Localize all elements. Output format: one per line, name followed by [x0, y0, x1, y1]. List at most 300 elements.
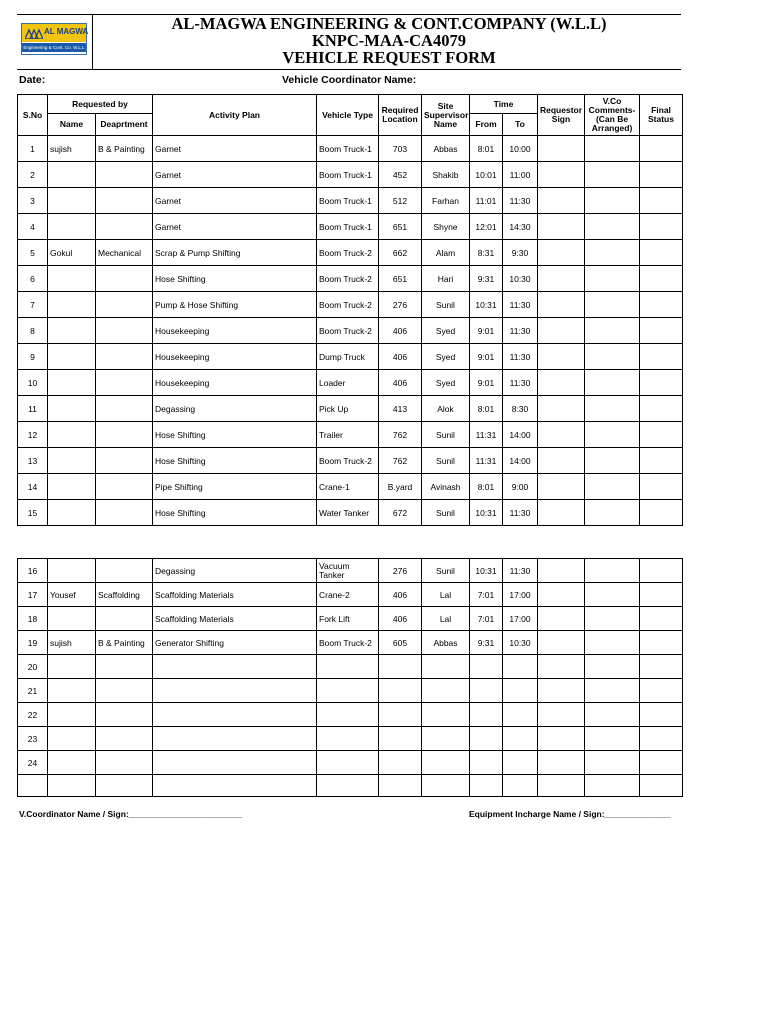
cell-name: [48, 559, 96, 583]
cell-name: [48, 727, 96, 751]
cell-location: 406: [379, 583, 422, 607]
cell-vco-comments: [585, 292, 640, 318]
cell-department: [96, 396, 153, 422]
cell-supervisor: [422, 703, 470, 727]
col-sign: Requestor Sign: [538, 95, 585, 136]
cell-supervisor: Syed: [422, 344, 470, 370]
cell-from: 7:01: [470, 607, 503, 631]
cell-name: [48, 500, 96, 526]
cell-name: [48, 214, 96, 240]
cell-name: sujish: [48, 631, 96, 655]
cell-vehicle: Dump Truck: [317, 344, 379, 370]
cell-name: [48, 703, 96, 727]
cell-requestor-sign: [538, 679, 585, 703]
cell-requestor-sign: [538, 214, 585, 240]
cell-activity: Housekeeping: [153, 370, 317, 396]
col-activity: Activity Plan: [153, 95, 317, 136]
cell-name: [48, 266, 96, 292]
cell-activity: Pipe Shifting: [153, 474, 317, 500]
cell-requestor-sign: [538, 751, 585, 775]
cell-final-status: [640, 631, 683, 655]
col-vehicle: Vehicle Type: [317, 95, 379, 136]
table-row: [18, 703, 683, 727]
cell-supervisor: Sunil: [422, 422, 470, 448]
cell-vehicle: Trailer: [317, 422, 379, 448]
cell-supervisor: Syed: [422, 370, 470, 396]
cell-vco-comments: [585, 655, 640, 679]
cell-to: 11:30: [503, 292, 538, 318]
cell-requestor-sign: [538, 775, 585, 797]
cell-location: 672: [379, 500, 422, 526]
cell-name: [48, 318, 96, 344]
cell-final-status: [640, 727, 683, 751]
cell-from: 11:31: [470, 422, 503, 448]
cell-final-status: [640, 188, 683, 214]
cell-location: 406: [379, 318, 422, 344]
cell-activity: Scaffolding Materials: [153, 583, 317, 607]
col-to: To: [503, 114, 538, 136]
cell-to: [503, 679, 538, 703]
table-row: [18, 500, 683, 526]
cell-requestor-sign: [538, 474, 585, 500]
cell-sno: 21: [18, 679, 48, 703]
cell-sno: 12: [18, 422, 48, 448]
cell-supervisor: Abbas: [422, 136, 470, 162]
cell-name: [48, 344, 96, 370]
cell-location: 662: [379, 240, 422, 266]
cell-activity: [153, 679, 317, 703]
cell-supervisor: Shakib: [422, 162, 470, 188]
cell-department: Scaffolding: [96, 583, 153, 607]
cell-location: 406: [379, 607, 422, 631]
cell-department: [96, 703, 153, 727]
cell-from: 10:01: [470, 162, 503, 188]
cell-requestor-sign: [538, 188, 585, 214]
cell-vehicle: [317, 727, 379, 751]
cell-requestor-sign: [538, 727, 585, 751]
cell-location: [379, 703, 422, 727]
cell-vco-comments: [585, 240, 640, 266]
cell-name: [48, 370, 96, 396]
cell-final-status: [640, 775, 683, 797]
cell-from: 11:31: [470, 448, 503, 474]
cell-activity: Garnet: [153, 136, 317, 162]
cell-from: 8:31: [470, 240, 503, 266]
cell-to: 17:00: [503, 607, 538, 631]
cell-department: [96, 655, 153, 679]
cell-from: 10:31: [470, 559, 503, 583]
cell-sno: 9: [18, 344, 48, 370]
cell-location: 406: [379, 370, 422, 396]
cell-location: [379, 655, 422, 679]
cell-vco-comments: [585, 559, 640, 583]
cell-vehicle: Loader: [317, 370, 379, 396]
cell-activity: Hose Shifting: [153, 448, 317, 474]
cell-vco-comments: [585, 370, 640, 396]
cell-from: 11:01: [470, 188, 503, 214]
cell-department: [96, 500, 153, 526]
cell-vehicle: Water Tanker: [317, 500, 379, 526]
cell-vco-comments: [585, 266, 640, 292]
form-title: VEHICLE REQUEST FORM: [282, 48, 496, 67]
cell-name: [48, 292, 96, 318]
cell-name: [48, 474, 96, 500]
cell-vehicle: Boom Truck-2: [317, 266, 379, 292]
cell-from: [470, 775, 503, 797]
cell-activity: Scrap & Pump Shifting: [153, 240, 317, 266]
cell-sno: 24: [18, 751, 48, 775]
cell-supervisor: [422, 655, 470, 679]
cell-name: [48, 607, 96, 631]
table-row: [18, 775, 683, 797]
cell-sno: 10: [18, 370, 48, 396]
cell-from: 8:01: [470, 474, 503, 500]
cell-to: 10:00: [503, 136, 538, 162]
cell-activity: [153, 775, 317, 797]
cell-supervisor: Abbas: [422, 631, 470, 655]
cell-requestor-sign: [538, 136, 585, 162]
table-row: [18, 679, 683, 703]
cell-location: 703: [379, 136, 422, 162]
cell-supervisor: [422, 679, 470, 703]
table-row: [18, 266, 683, 292]
cell-activity: Degassing: [153, 396, 317, 422]
cell-from: 9:01: [470, 344, 503, 370]
cell-final-status: [640, 396, 683, 422]
cell-sno: 23: [18, 727, 48, 751]
cell-department: [96, 679, 153, 703]
cell-from: 9:01: [470, 318, 503, 344]
cell-supervisor: Avinash: [422, 474, 470, 500]
table-row: [18, 422, 683, 448]
cell-activity: Degassing: [153, 559, 317, 583]
cell-name: [48, 655, 96, 679]
cell-supervisor: Lal: [422, 583, 470, 607]
table-row: [18, 162, 683, 188]
table-row: [18, 655, 683, 679]
cell-from: [470, 655, 503, 679]
cell-supervisor: [422, 775, 470, 797]
cell-vco-comments: [585, 448, 640, 474]
cell-location: 762: [379, 422, 422, 448]
table-row: [18, 344, 683, 370]
cell-supervisor: Lal: [422, 607, 470, 631]
cell-sno: 16: [18, 559, 48, 583]
cell-supervisor: Alam: [422, 240, 470, 266]
cell-department: [96, 162, 153, 188]
cell-activity: Hose Shifting: [153, 422, 317, 448]
cell-vehicle: Crane-2: [317, 583, 379, 607]
cell-vehicle: [317, 655, 379, 679]
col-from: From: [470, 114, 503, 136]
cell-to: [503, 655, 538, 679]
cell-to: 11:30: [503, 500, 538, 526]
cell-department: [96, 607, 153, 631]
cell-from: [470, 751, 503, 775]
cell-name: [48, 448, 96, 474]
cell-location: 512: [379, 188, 422, 214]
cell-sno: 7: [18, 292, 48, 318]
cell-to: [503, 751, 538, 775]
cell-sno: 18: [18, 607, 48, 631]
cell-location: B.yard: [379, 474, 422, 500]
cell-to: 14:00: [503, 422, 538, 448]
table-row: [18, 188, 683, 214]
cell-final-status: [640, 679, 683, 703]
cell-activity: [153, 751, 317, 775]
cell-final-status: [640, 655, 683, 679]
cell-sno: 19: [18, 631, 48, 655]
cell-requestor-sign: [538, 344, 585, 370]
cell-location: 406: [379, 344, 422, 370]
company-name: AL-MAGWA ENGINEERING & CONT.COMPANY (W.L.L): [171, 14, 607, 33]
cell-to: 11:00: [503, 162, 538, 188]
cell-location: 452: [379, 162, 422, 188]
cell-sno: 8: [18, 318, 48, 344]
cell-requestor-sign: [538, 655, 585, 679]
cell-sno: 14: [18, 474, 48, 500]
cell-activity: Housekeeping: [153, 344, 317, 370]
cell-activity: Hose Shifting: [153, 266, 317, 292]
cell-supervisor: Hari: [422, 266, 470, 292]
cell-department: [96, 188, 153, 214]
col-time: Time: [470, 95, 538, 114]
cell-location: [379, 679, 422, 703]
cell-activity: Hose Shifting: [153, 500, 317, 526]
cell-final-status: [640, 500, 683, 526]
cell-requestor-sign: [538, 162, 585, 188]
date-label: Date:: [19, 74, 46, 86]
cell-department: [96, 214, 153, 240]
cell-to: 11:30: [503, 344, 538, 370]
cell-from: 9:01: [470, 370, 503, 396]
cell-supervisor: Farhan: [422, 188, 470, 214]
cell-location: [379, 751, 422, 775]
cell-from: 10:31: [470, 500, 503, 526]
logo-text: AL MAGWA: [44, 27, 89, 36]
cell-requestor-sign: [538, 631, 585, 655]
cell-department: B & Painting: [96, 631, 153, 655]
cell-department: [96, 448, 153, 474]
cell-sno: 15: [18, 500, 48, 526]
cell-from: 10:31: [470, 292, 503, 318]
cell-activity: Garnet: [153, 188, 317, 214]
cell-final-status: [640, 292, 683, 318]
request-table-part1: [17, 94, 683, 526]
cell-department: [96, 266, 153, 292]
cell-department: [96, 775, 153, 797]
table-row: [18, 474, 683, 500]
cell-name: Yousef: [48, 583, 96, 607]
logo-mark-icon: [25, 27, 43, 39]
cell-supervisor: Sunil: [422, 500, 470, 526]
cell-vco-comments: [585, 679, 640, 703]
cell-requestor-sign: [538, 703, 585, 727]
cell-vehicle: [317, 679, 379, 703]
cell-vehicle: Boom Truck-2: [317, 240, 379, 266]
cell-sno: 17: [18, 583, 48, 607]
cell-activity: Garnet: [153, 214, 317, 240]
cell-name: [48, 751, 96, 775]
cell-department: [96, 559, 153, 583]
cell-requestor-sign: [538, 422, 585, 448]
cell-supervisor: Syed: [422, 318, 470, 344]
equipment-incharge-signature: Equipment Incharge Name / Sign:______________: [469, 809, 671, 819]
cell-final-status: [640, 559, 683, 583]
cell-requestor-sign: [538, 266, 585, 292]
title-block: [97, 15, 681, 66]
table-row: [18, 751, 683, 775]
cell-activity: Housekeeping: [153, 318, 317, 344]
cell-final-status: [640, 703, 683, 727]
logo-subtext: Engineering & Cont. Co. W.L.L: [23, 45, 85, 50]
cell-name: [48, 162, 96, 188]
cell-final-status: [640, 240, 683, 266]
company-logo: [21, 23, 87, 55]
coordinator-label: Vehicle Coordinator Name:: [282, 74, 417, 86]
cell-to: 9:30: [503, 240, 538, 266]
cell-vco-comments: [585, 583, 640, 607]
cell-to: 11:30: [503, 559, 538, 583]
cell-vehicle: Fork Lift: [317, 607, 379, 631]
cell-vehicle: [317, 751, 379, 775]
cell-activity: [153, 727, 317, 751]
cell-requestor-sign: [538, 500, 585, 526]
cell-department: [96, 292, 153, 318]
cell-vco-comments: [585, 318, 640, 344]
cell-vco-comments: [585, 422, 640, 448]
cell-vehicle: Crane-1: [317, 474, 379, 500]
logo-cell: [17, 15, 93, 69]
col-status: Final Status: [640, 95, 683, 136]
cell-final-status: [640, 607, 683, 631]
cell-vco-comments: [585, 703, 640, 727]
cell-final-status: [640, 370, 683, 396]
col-supervisor: Site Supervisor Name: [422, 95, 470, 136]
cell-vco-comments: [585, 727, 640, 751]
cell-name: Gokul: [48, 240, 96, 266]
table-row: [18, 583, 683, 607]
cell-sno: 13: [18, 448, 48, 474]
table-row: [18, 370, 683, 396]
cell-final-status: [640, 214, 683, 240]
table-row: [18, 559, 683, 583]
cell-location: 762: [379, 448, 422, 474]
cell-requestor-sign: [538, 370, 585, 396]
cell-to: 8:30: [503, 396, 538, 422]
cell-vco-comments: [585, 751, 640, 775]
table-row: [18, 727, 683, 751]
table-body-part2: [18, 559, 683, 797]
cell-from: 7:01: [470, 583, 503, 607]
table-row: [18, 318, 683, 344]
table-row: [18, 448, 683, 474]
cell-requestor-sign: [538, 583, 585, 607]
cell-final-status: [640, 422, 683, 448]
cell-sno: [18, 775, 48, 797]
cell-location: 276: [379, 559, 422, 583]
cell-supervisor: Alok: [422, 396, 470, 422]
cell-sno: 5: [18, 240, 48, 266]
cell-to: 9:00: [503, 474, 538, 500]
cell-to: 14:00: [503, 448, 538, 474]
cell-sno: 4: [18, 214, 48, 240]
cell-supervisor: Shyne: [422, 214, 470, 240]
cell-location: [379, 727, 422, 751]
cell-to: 10:30: [503, 266, 538, 292]
cell-vco-comments: [585, 500, 640, 526]
cell-final-status: [640, 318, 683, 344]
cell-requestor-sign: [538, 318, 585, 344]
request-table-part2: [17, 558, 683, 797]
cell-to: 11:30: [503, 318, 538, 344]
cell-activity: Scaffolding Materials: [153, 607, 317, 631]
cell-to: [503, 727, 538, 751]
cell-vco-comments: [585, 607, 640, 631]
cell-department: [96, 727, 153, 751]
cell-final-status: [640, 583, 683, 607]
cell-vco-comments: [585, 214, 640, 240]
cell-supervisor: Sunil: [422, 559, 470, 583]
cell-department: [96, 422, 153, 448]
cell-sno: 2: [18, 162, 48, 188]
cell-location: 605: [379, 631, 422, 655]
cell-department: [96, 474, 153, 500]
cell-vco-comments: [585, 136, 640, 162]
cell-activity: Pump & Hose Shifting: [153, 292, 317, 318]
cell-from: 12:01: [470, 214, 503, 240]
cell-final-status: [640, 162, 683, 188]
table-row: [18, 136, 683, 162]
coordinator-signature: V.Coordinator Name / Sign:________________________: [19, 809, 243, 819]
col-department: Deaprtment: [96, 114, 153, 136]
cell-vehicle: Vacuum Tanker: [317, 559, 379, 583]
cell-from: 9:31: [470, 266, 503, 292]
cell-activity: Generator Shifting: [153, 631, 317, 655]
cell-supervisor: [422, 727, 470, 751]
cell-to: [503, 703, 538, 727]
cell-name: [48, 188, 96, 214]
cell-activity: [153, 655, 317, 679]
cell-activity: Garnet: [153, 162, 317, 188]
cell-location: 276: [379, 292, 422, 318]
col-sno: S.No: [18, 95, 48, 136]
cell-vco-comments: [585, 474, 640, 500]
cell-final-status: [640, 266, 683, 292]
table-row: [18, 607, 683, 631]
cell-to: 11:30: [503, 188, 538, 214]
cell-from: [470, 727, 503, 751]
cell-to: [503, 775, 538, 797]
cell-final-status: [640, 751, 683, 775]
cell-to: 11:30: [503, 370, 538, 396]
cell-final-status: [640, 474, 683, 500]
cell-department: [96, 751, 153, 775]
cell-location: 413: [379, 396, 422, 422]
cell-name: sujish: [48, 136, 96, 162]
cell-to: 14:30: [503, 214, 538, 240]
cell-supervisor: Sunil: [422, 448, 470, 474]
cell-vehicle: [317, 703, 379, 727]
col-location: Required Location: [379, 95, 422, 136]
cell-final-status: [640, 344, 683, 370]
cell-sno: 22: [18, 703, 48, 727]
cell-requestor-sign: [538, 396, 585, 422]
cell-sno: 20: [18, 655, 48, 679]
cell-vehicle: Boom Truck-1: [317, 214, 379, 240]
cell-vco-comments: [585, 631, 640, 655]
cell-vehicle: Boom Truck-2: [317, 448, 379, 474]
